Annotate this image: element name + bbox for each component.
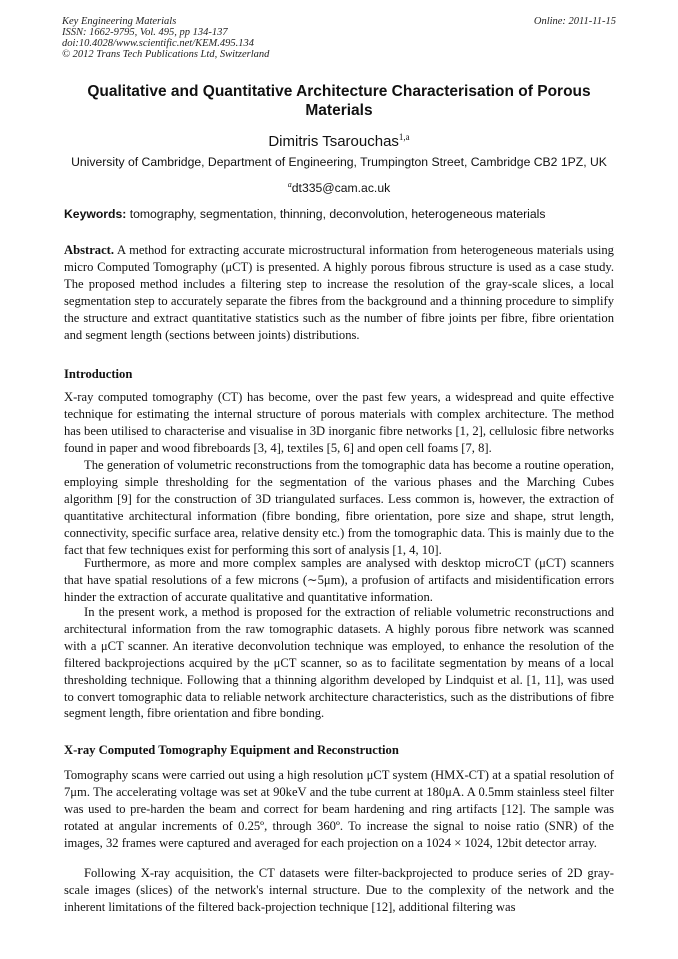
intro-paragraph-3: Furthermore, as more and more complex samples are analysed with desktop microCT (μCT) scanners that have spatial resolutions of a few microns (∼5μm), a profusion of artifacts and misidentification errors hinder the extraction of accurate qualitative and quantitative information.	[64, 556, 614, 604]
email-line	[62, 177, 616, 196]
keywords	[64, 207, 618, 222]
intro-paragraph-1: X-ray computed tomography (CT) has become, over the past few years, a widespread and quite effective technique for estimating the internal structure of porous materials with complex architecture. The method has been utilised to characterise and visualise in 3D inorganic fibre networks [1, 2], cellulosic fibre networks found in paper and wood fibreboards [3, 4], textiles [5, 6] and open cell foams [7, 8].	[64, 390, 614, 455]
intro-paragraph-4: In the present work, a method is proposed for the extraction of reliable volumetric reconstructions and architectural information from the raw tomographic datasets. A highly porous fibre network was scanned with a μCT scanner. An iterative deconvolution technique was employed, to enhance the resolution of the filtered backprojections acquired by the μCT scanner, so as to facilitate segmentation by means of a local thresholding technique. Following that a thinning algorithm developed by Lindquist et al. [1, 11], was used to convert tomographic data to reliable network architecture characteristics, such as the distributions of fibre segment length, fibre orientation and fibre bonding.	[64, 605, 614, 721]
email-superscript: a	[287, 180, 292, 189]
author-name: Dimitris Tsarouchas	[268, 133, 399, 150]
abstract-label: Abstract.	[64, 243, 115, 257]
author-line	[62, 128, 616, 151]
keywords-label: Keywords:	[64, 207, 127, 221]
journal-issn: ISSN: 1662-9795, Vol. 495, pp 134-137	[62, 27, 228, 38]
abstract-text: A method for extracting accurate microstructural information from heterogeneous materials using micro Computed Tomography (μCT) is presented. A highly porous fibrous structure is used as a case study. The proposed method includes a filtering step to increase the resolution of the gray-scale slices, a local segmentation step to accurately separate the fibres from the background and a thinning procedure to simplify the structure and extract quantitative statistics such as the number of fibre joints per fibre, fibre orientation and segment length (sections between joints) distributions.	[64, 243, 614, 342]
journal-doi: doi:10.4028/www.scientific.net/KEM.495.134	[62, 38, 254, 49]
abstract	[64, 242, 614, 343]
intro-paragraph-2: The generation of volumetric reconstructions from the tomographic data has become a routine operation, employing simple thresholding for the segmentation of the various phases and the Marching Cubes algorithm [9] for the construction of 3D triangulated surfaces. Less common is, however, the extraction of quantitative architectural information (fibre bonding, fibre orientation, pore size and shape, strut length, connectivity, specific surface area, relative density etc.) from the tomographic data. This is mainly due to the fact that few techniques exist for performing this sort of analysis [1, 4, 10].	[64, 458, 614, 557]
section-heading-introduction: Introduction	[64, 367, 133, 381]
author-superscript: 1,a	[398, 132, 410, 142]
journal-name: Key Engineering Materials	[62, 16, 177, 27]
xray-paragraph-2: Following X-ray acquisition, the CT datasets were filter-backprojected to produce series of 2D gray-scale images (slices) of the network's internal structure. Due to the complexity of the network and the inherent limitations of the filtered back-projection technique [12], additional filtering was	[64, 866, 614, 914]
online-date: Online: 2011-11-15	[533, 16, 616, 27]
xray-paragraph-1: Tomography scans were carried out using a high resolution μCT system (HMX-CT) at a spatial resolution of 7μm. The accelerating voltage was set at 90keV and the tube current at 180μA. A 0.5mm stainless steel filter was used to pre-harden the beam and correct for beam hardening and ring artifacts [12]. The sample was rotated at angular increments of 0.25º, through 360º. To increase the signal to noise ratio (SNR) of the images, 32 frames were captured and averaged for each projection on a 1024 × 1024, 12bit detector array.	[64, 768, 614, 850]
journal-copyright: © 2012 Trans Tech Publications Ltd, Switzerland	[62, 49, 270, 60]
keywords-text: tomography, segmentation, thinning, deconvolution, heterogeneous materials	[129, 207, 546, 221]
journal-header	[62, 16, 616, 60]
affiliation: University of Cambridge, Department of Engineering, Trumpington Street, Cambridge CB2 1PZ, UK	[71, 155, 607, 169]
paper-title: Qualitative and Quantitative Architecture Characterisation of Porous Materials	[87, 83, 591, 119]
section-heading-xray: X-ray Computed Tomography Equipment and Reconstruction	[64, 743, 399, 757]
email-address[interactable]: dt335@cam.ac.uk	[291, 181, 391, 196]
